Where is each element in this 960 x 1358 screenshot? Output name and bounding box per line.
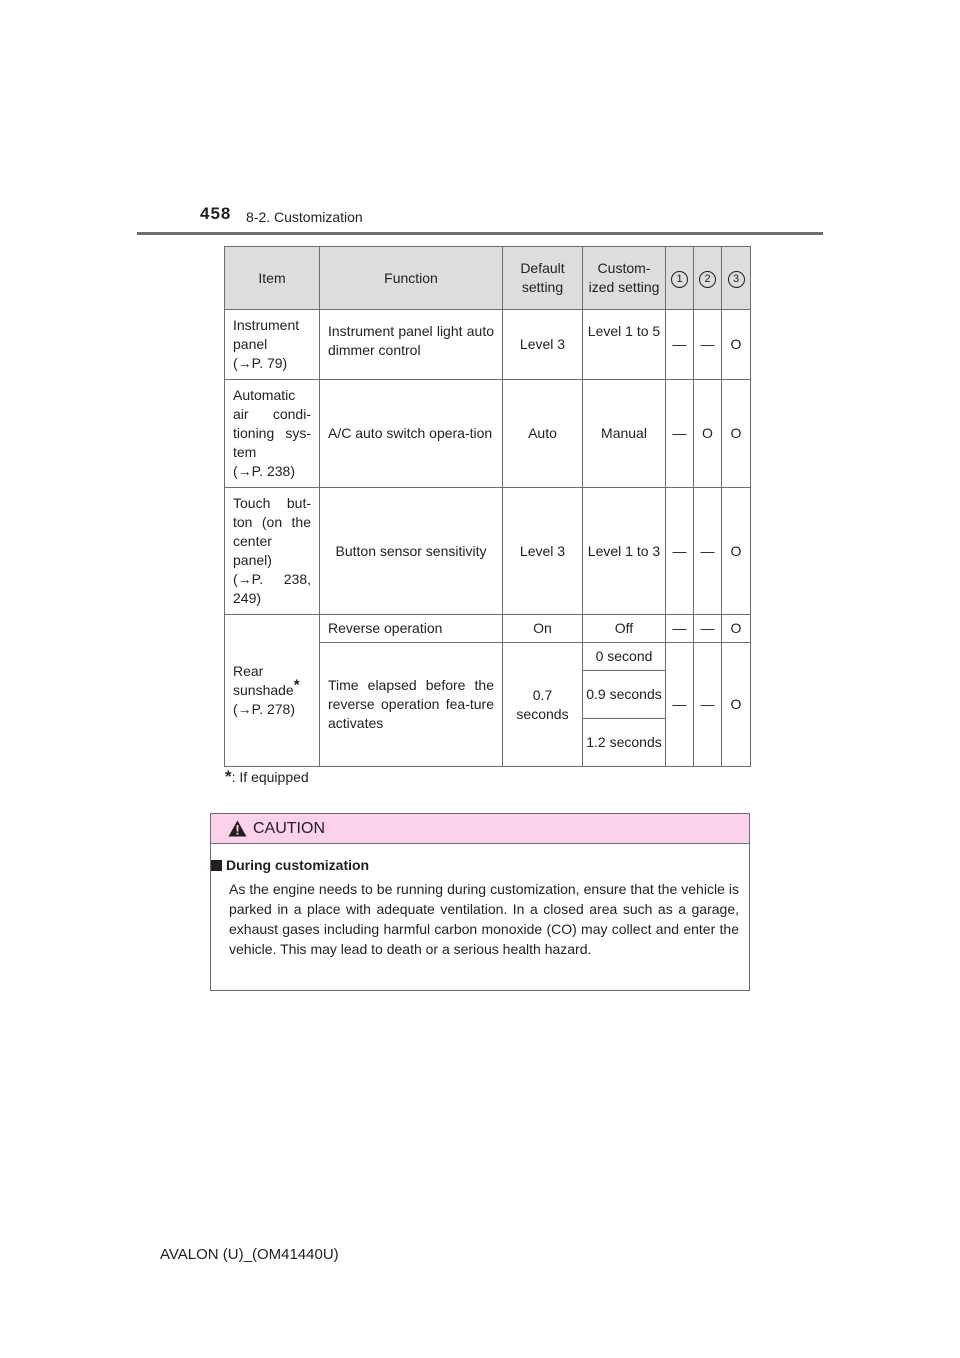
- mark-cell: —: [666, 643, 694, 767]
- square-bullet-icon: [211, 860, 222, 871]
- caution-box: [210, 813, 750, 991]
- mark-cell: —: [694, 643, 722, 767]
- asterisk: *: [293, 676, 300, 694]
- warning-triangle-icon: [228, 820, 247, 842]
- circled-number-1: 1: [671, 271, 688, 288]
- caution-header: [211, 814, 749, 844]
- item-page-ref: (→P. 79): [233, 355, 288, 371]
- mark-cell: —: [694, 310, 722, 380]
- item-text: Touch but-ton (on the center panel): [233, 495, 311, 568]
- mark-cell: —: [666, 310, 694, 380]
- function-cell: Instrument panel light auto dimmer control: [320, 310, 503, 380]
- function-cell: Time elapsed before the reverse operation fea-ture activates: [320, 643, 503, 767]
- caution-subtitle-text: During customization: [226, 857, 370, 873]
- caution-label: CAUTION: [253, 820, 325, 837]
- default-cell: 0.7 seconds: [503, 643, 583, 767]
- item-cell: [225, 488, 320, 615]
- mark-cell: O: [722, 310, 751, 380]
- customized-option: 0.9 seconds: [583, 671, 666, 719]
- footnote: [225, 767, 309, 787]
- function-cell: Button sensor sensitivity: [320, 488, 503, 615]
- item-cell: [225, 615, 320, 767]
- item-cell: [225, 380, 320, 488]
- caution-body: As the engine needs to be running during customization, ensure that the vehicle is parked in a place with adequate ventilation. In a closed area such as a garage, exhaust gases including harmful carbon monoxide (CO) may collect and enter the vehicle. This may lead to death or a serious health hazard.: [229, 881, 739, 957]
- header-col-1: [666, 247, 694, 310]
- table-row: [225, 310, 751, 380]
- customized-option: 0 second: [583, 643, 666, 671]
- section-title: 8-2. Customization: [246, 209, 363, 225]
- mark-cell: O: [722, 488, 751, 615]
- page-number: 458: [200, 204, 232, 223]
- footnote-text: : If equipped: [231, 769, 309, 785]
- customized-cell: Manual: [583, 380, 666, 488]
- customized-cell: Level 1 to 5: [583, 310, 666, 380]
- footnote-asterisk: *: [225, 767, 232, 786]
- default-cell: Level 3: [503, 310, 583, 380]
- mark-cell: —: [694, 488, 722, 615]
- default-cell: Level 3: [503, 488, 583, 615]
- customized-cell: Off: [583, 615, 666, 643]
- header-divider: [137, 232, 823, 235]
- mark-cell: —: [694, 615, 722, 643]
- caution-subtitle: [211, 857, 369, 873]
- circled-number-3: 3: [728, 271, 745, 288]
- header-col-2: [694, 247, 722, 310]
- item-page-ref: (→P. 238, 249): [233, 571, 311, 606]
- table-header-row: [225, 247, 751, 310]
- header-default-setting: Default setting: [503, 247, 583, 310]
- header-item: Item: [225, 247, 320, 310]
- mark-cell: —: [666, 380, 694, 488]
- mark-cell: O: [722, 643, 751, 767]
- item-text: Instrument: [233, 317, 300, 333]
- item-cell: [225, 310, 320, 380]
- mark-cell: —: [666, 488, 694, 615]
- item-page-ref: (→P. 238): [233, 463, 295, 479]
- item-text: panel: [233, 336, 268, 352]
- table-row: [225, 615, 751, 643]
- table-row: [225, 380, 751, 488]
- customization-table: [224, 246, 751, 767]
- item-text: Rear sunshade: [233, 663, 294, 698]
- mark-cell: O: [722, 615, 751, 643]
- table-row: [225, 488, 751, 615]
- header-customized-setting: Custom-ized setting: [583, 247, 666, 310]
- function-cell: A/C auto switch opera-tion: [320, 380, 503, 488]
- mark-cell: —: [666, 615, 694, 643]
- mark-cell: O: [722, 380, 751, 488]
- function-cell: Reverse operation: [320, 615, 503, 643]
- customized-option: 1.2 seconds: [583, 719, 666, 767]
- default-cell: On: [503, 615, 583, 643]
- header-col-3: [722, 247, 751, 310]
- mark-cell: O: [694, 380, 722, 488]
- default-cell: Auto: [503, 380, 583, 488]
- footer-model-code: AVALON (U)_(OM41440U): [160, 1246, 339, 1263]
- item-text: Automatic air condi-tioning sys-tem: [233, 387, 311, 460]
- customized-cell: Level 1 to 3: [583, 488, 666, 615]
- item-page-ref: (→P. 278): [233, 701, 295, 717]
- header-function: Function: [320, 247, 503, 310]
- circled-number-2: 2: [699, 271, 716, 288]
